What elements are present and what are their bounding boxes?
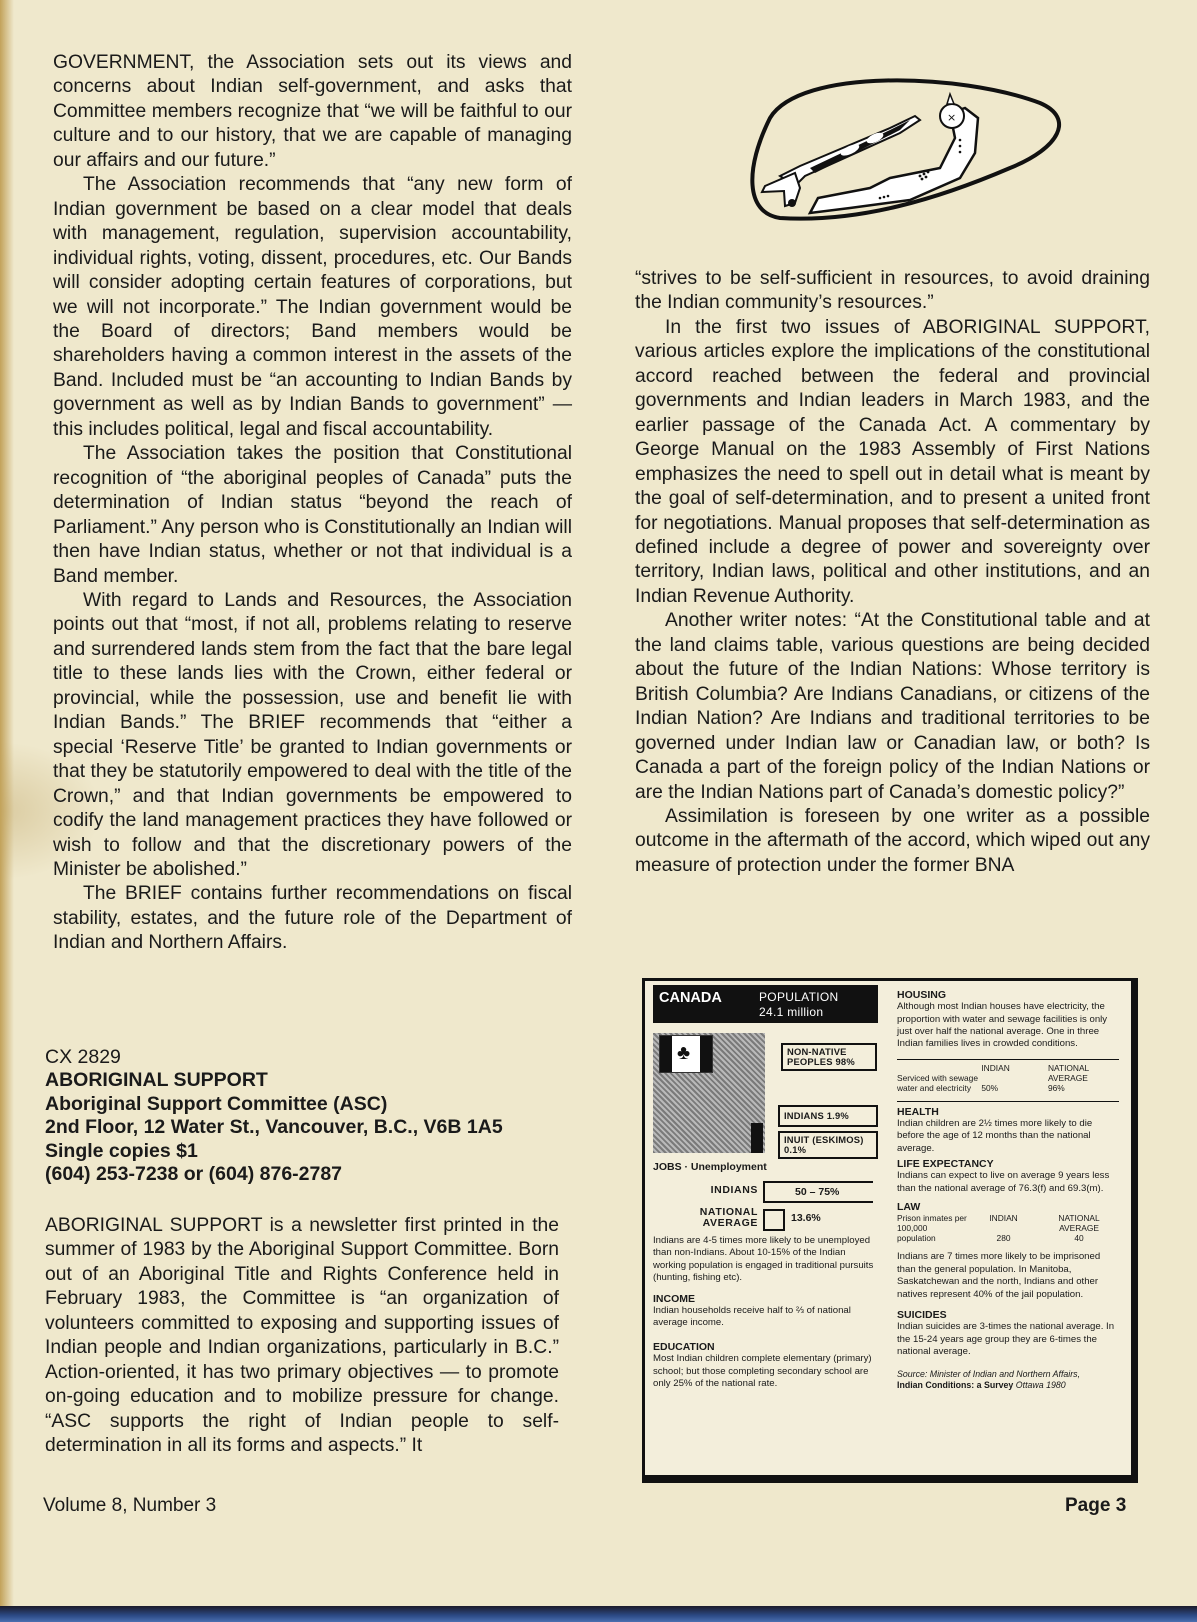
jobs-indians-bar [763,1181,873,1203]
law-national-value: 40 [1074,1233,1084,1244]
listing-title: ABORIGINAL SUPPORT [45,1069,268,1092]
callout-indians: INDIANS 1.9% [778,1105,878,1127]
paragraph: In the first two issues of ABORIGINAL SUPPORT, various articles explore the implications of the constitutional accord reached between the federal and provincial governments and Indian leaders in March 1983, and the earlier passage of the Canada Act. A commentary by George Manual on the 1983 Assembly of First Nations emphasizes the need to spell out in detail what is meant by the goal of self-determination, and to present a united front for negotiations. Manual proposes that self-determination as defined include a degree of power and sovereignty over territory, Indian laws, political and other institutions, and an Indian Revenue Authority. [635,316,1150,607]
svg-text:×: × [947,111,957,124]
income-title: INCOME [653,1292,695,1305]
law-title: LAW [897,1201,921,1214]
listing-price: Single copies $1 [45,1139,198,1162]
jobs-national-value: 13.6% [791,1212,821,1224]
health-text: Indian children are 2½ times more likely to die before the age of 12 months than the national average. [897,1118,1093,1154]
life-expectancy-title: LIFE EXPECTANCY [897,1158,994,1171]
housing-text: Although most Indian houses have electricity, the proportion with water and sewage facilities is only just over half the national average. One in three Indian families lives in crowded conditions. [897,1001,1108,1050]
volume-number: Volume 8, Number 3 [43,1495,217,1516]
housing-indian-value: 50% [981,1082,999,1093]
housing-col-national [1048,1063,1119,1093]
population-value: 24.1 million [759,1005,824,1019]
education-text: Most Indian children complete elementary (primary) school; but those completing secondary school are only 25% of the national rate. [653,1353,872,1390]
col-header: NATIONAL AVERAGE [1047,1062,1089,1083]
source-ministry: Source: Minister of Indian and Northern Affairs, [897,1368,1081,1379]
col-header: NATIONAL AVERAGE [1058,1213,1100,1234]
paragraph: The Association recommends that “any new form of Indian government be based on a clear model that deals with management, regulation, supervision accountability, individual rights, voting, dissent, procedures, etc. Our Bands will consider adopting certain features of corporations, but we will not incorporate.” The Indian government would be the Board of directors; Band members would be shareholders having a common interest in the assets of the Band. Included must be “an accounting to Indian Bands by government as well as by Indian Bands to government” — this includes political, legal and fiscal accountability. [53,174,572,440]
paragraph: ABORIGINAL SUPPORT is a newsletter first printed in the summer of 1983 by the Aboriginal Support Committee. Born out of an Aboriginal Title and Rights Conference held in February 1983, the Committee is “an organization of volunteers committed to exposing and supporting issues of Indian people and Indian organizations, particularly in B.C.” Action-oriented, it has two primary objectives — to promote on-going education and to mobilize pressure for change. “ASC supports the right of Indian people to self-determination in all its forms and aspects.” It [45,1215,559,1457]
jobs-national-label: NATIONAL AVERAGE [699,1206,758,1229]
jobs-indians-value: 50 – 75% [795,1186,840,1198]
country-label: CANADA [659,990,722,1006]
jobs-text: Indians are 4-5 times more likely to be unemployed than non-Indians. About 10-15% of the Indian working population is engaged in traditional pursuits (hunting, fishing etc). [653,1235,874,1284]
paragraph: The BRIEF contains further recommendations on fiscal stability, estates, and the future role of the Department of Indian and Northern Affairs. [53,883,572,954]
source-citation [897,1369,1119,1392]
law-indian-value: 280 [996,1233,1011,1244]
income-text: Indian households receive half to ⅔ of national average income. [653,1304,851,1329]
law-table [897,1213,1119,1243]
source-place: Ottawa 1980 [1015,1380,1066,1391]
listing-address: 2nd Floor, 12 Water St., Vancouver, B.C., V6B 1A5 [45,1116,503,1139]
paragraph: Assimilation is foreseen by one writer as a possible outcome in the aftermath of the accord, which wiped out any measure of protection under the former BNA [635,805,1150,876]
housing-title: HOUSING [897,989,947,1001]
paragraph: With regard to Lands and Resources, the Association points out that “most, if not all, problems relating to reserve and surrendered lands stem from the fact that the bare legal title to these lands lies with the Crown, either federal or provincial, while the possession, use and benefit lie with Indian Bands.” The BRIEF recommends that “either a special ‘Reserve Title’ be granted to Indian governments or that they be statutorily empowered to deal with the title of the Crown,” and that Indian governments be empowered to codify the land management practices they have followed or wish to follow and that the discretionary powers of the Minister be abolished.” [53,589,572,880]
housing-national-value: 96% [1047,1082,1065,1093]
infobox-header [653,985,878,1023]
population-graphic [653,1033,878,1155]
canada-flag-icon [659,1035,713,1073]
law-text: Indians are 7 times more likely to be imprisoned than the general population. In Manitoba, Saskatchewan and the north, Indians and other natives represent 40% of the jail population. [897,1251,1101,1300]
col-header: INDIAN [981,1062,1010,1073]
infobox-left-panel [653,985,878,1391]
maple-leaf-icon: ♣ [677,1042,691,1064]
paragraph: Another writer notes: “At the Constitutional table and at the land claims table, various questions are being decided about the future of the Indian Nations: Whose territory is British Columbia? Are Indians Canadians, or citizens of the Indian Nation? Are Indians and traditional territories to be governed under Indian law or Canadian law, or both? Is Canada a part of the foreign policy of the Indian Nations or are the Indian Nations part of Canada’s domestic policy?” [635,610,1150,803]
education-title: EDUCATION [653,1341,715,1354]
listing-phone: (604) 253-7238 or (604) 876-2787 [45,1163,343,1186]
listing-description [45,1214,559,1459]
jobs-indians-row [653,1179,878,1205]
housing-row-label: Serviced with sewage water and electricity [897,1072,978,1093]
paragraph: “strives to be self-sufficient in resources, to avoid draining the Indian community’s resources.” [635,268,1150,314]
infobox-right-panel [897,989,1119,1392]
col-header: INDIAN [989,1213,1018,1224]
life-expectancy-text: Indians can expect to live on average 9 years less than the national average of 76.3(f) and 69.3(m). [897,1170,1110,1194]
callout-non-native: NON-NATIVE PEOPLES 98% [781,1043,877,1071]
listing-code: CX 2829 [45,1046,121,1068]
publication-listing [45,1046,575,1186]
jobs-indians-label: INDIANS [710,1184,758,1196]
canada-indian-conditions-infobox [642,978,1138,1483]
scan-bottom-edge [0,1606,1197,1622]
law-col-indian [968,1213,1039,1243]
population [759,990,838,1020]
listing-publisher: Aboriginal Support Committee (ASC) [45,1092,388,1115]
divider [897,1059,1119,1060]
paragraph: The Association takes the position that Constitutional recognition of “the aboriginal peoples of Canada” puts the determination of Indian status “beyond the reach of Parliament.” Any person who is Constitutionally an Indian will then have Indian status, whether or not that individual is a Band member. [53,443,572,587]
callout-inuit: INUIT (ESKIMOS) 0.1% [778,1131,878,1159]
law-row-label: Prison inmates per 100,000 population [897,1213,967,1244]
housing-table [897,1063,1119,1093]
pipe-and-tomahawk-drawing-icon [740,58,1065,233]
suicides-title: SUICIDES [897,1309,947,1322]
health-title: HEALTH [897,1105,939,1118]
left-column-article [53,51,572,956]
law-col-national [1039,1213,1119,1243]
population-label: POPULATION [759,990,839,1004]
source-title: Indian Conditions: a Survey [897,1380,1014,1391]
housing-col-indian [981,1063,1048,1093]
right-column-article [635,267,1150,878]
page-number: Page 3 [1065,1495,1127,1516]
suicides-text: Indian suicides are 3-times the national average. In the 15-24 years age group they are 6-times the national average. [897,1321,1115,1358]
jobs-title: JOBS · Unemployment [653,1161,767,1173]
indigenous-share-block [751,1123,763,1153]
divider [897,1101,1119,1102]
jobs-national-row [653,1205,878,1235]
paragraph: GOVERNMENT, the Association sets out its views and concerns about Indian self-government, and asks that Committee members recognize that “we will be faithful to our culture and to our history, that we are capable of managing our affairs and our future.” [53,52,572,171]
jobs-national-bar [763,1209,785,1231]
page-edge-shading [0,0,14,1622]
